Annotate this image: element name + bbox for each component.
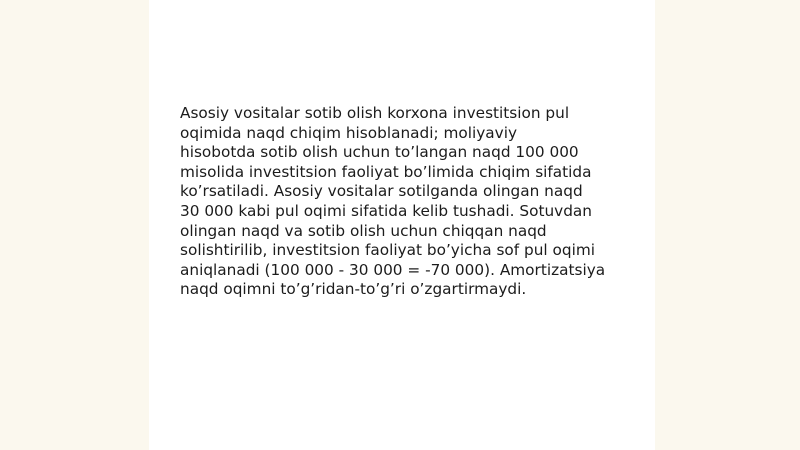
- paragraph-line: solishtirilib, investitsion faoliyat bo’yicha sof pul oqimi: [180, 241, 596, 260]
- paragraph-line: ko’rsatiladi. Asosiy vositalar sotilganda olingan naqd: [180, 182, 583, 201]
- paragraph-line: oqimida naqd chiqim hisoblanadi; moliyaviy: [180, 123, 518, 142]
- paragraph-line: 30 000 kabi pul oqimi sifatida kelib tushadi. Sotuvdan: [180, 201, 592, 220]
- paragraph-line: hisobotda sotib olish uchun to’langan naqd 100 000: [180, 143, 579, 162]
- text-panel: [149, 0, 655, 450]
- paragraph-line: naqd oqimni to’g’ridan-to’g’ri o’zgartirmaydi.: [180, 280, 527, 299]
- paragraph-line: misolida investitsion faoliyat bo’limida chiqim sifatida: [180, 162, 592, 181]
- paragraph-line: olingan naqd va sotib olish uchun chiqqan naqd: [180, 221, 547, 240]
- paragraph-line: aniqlanadi (100 000 - 30 000 = -70 000). Amortizatsiya: [180, 260, 606, 279]
- paragraph-line: Asosiy vositalar sotib olish korxona investitsion pul: [180, 104, 570, 122]
- body-paragraph: [180, 104, 640, 300]
